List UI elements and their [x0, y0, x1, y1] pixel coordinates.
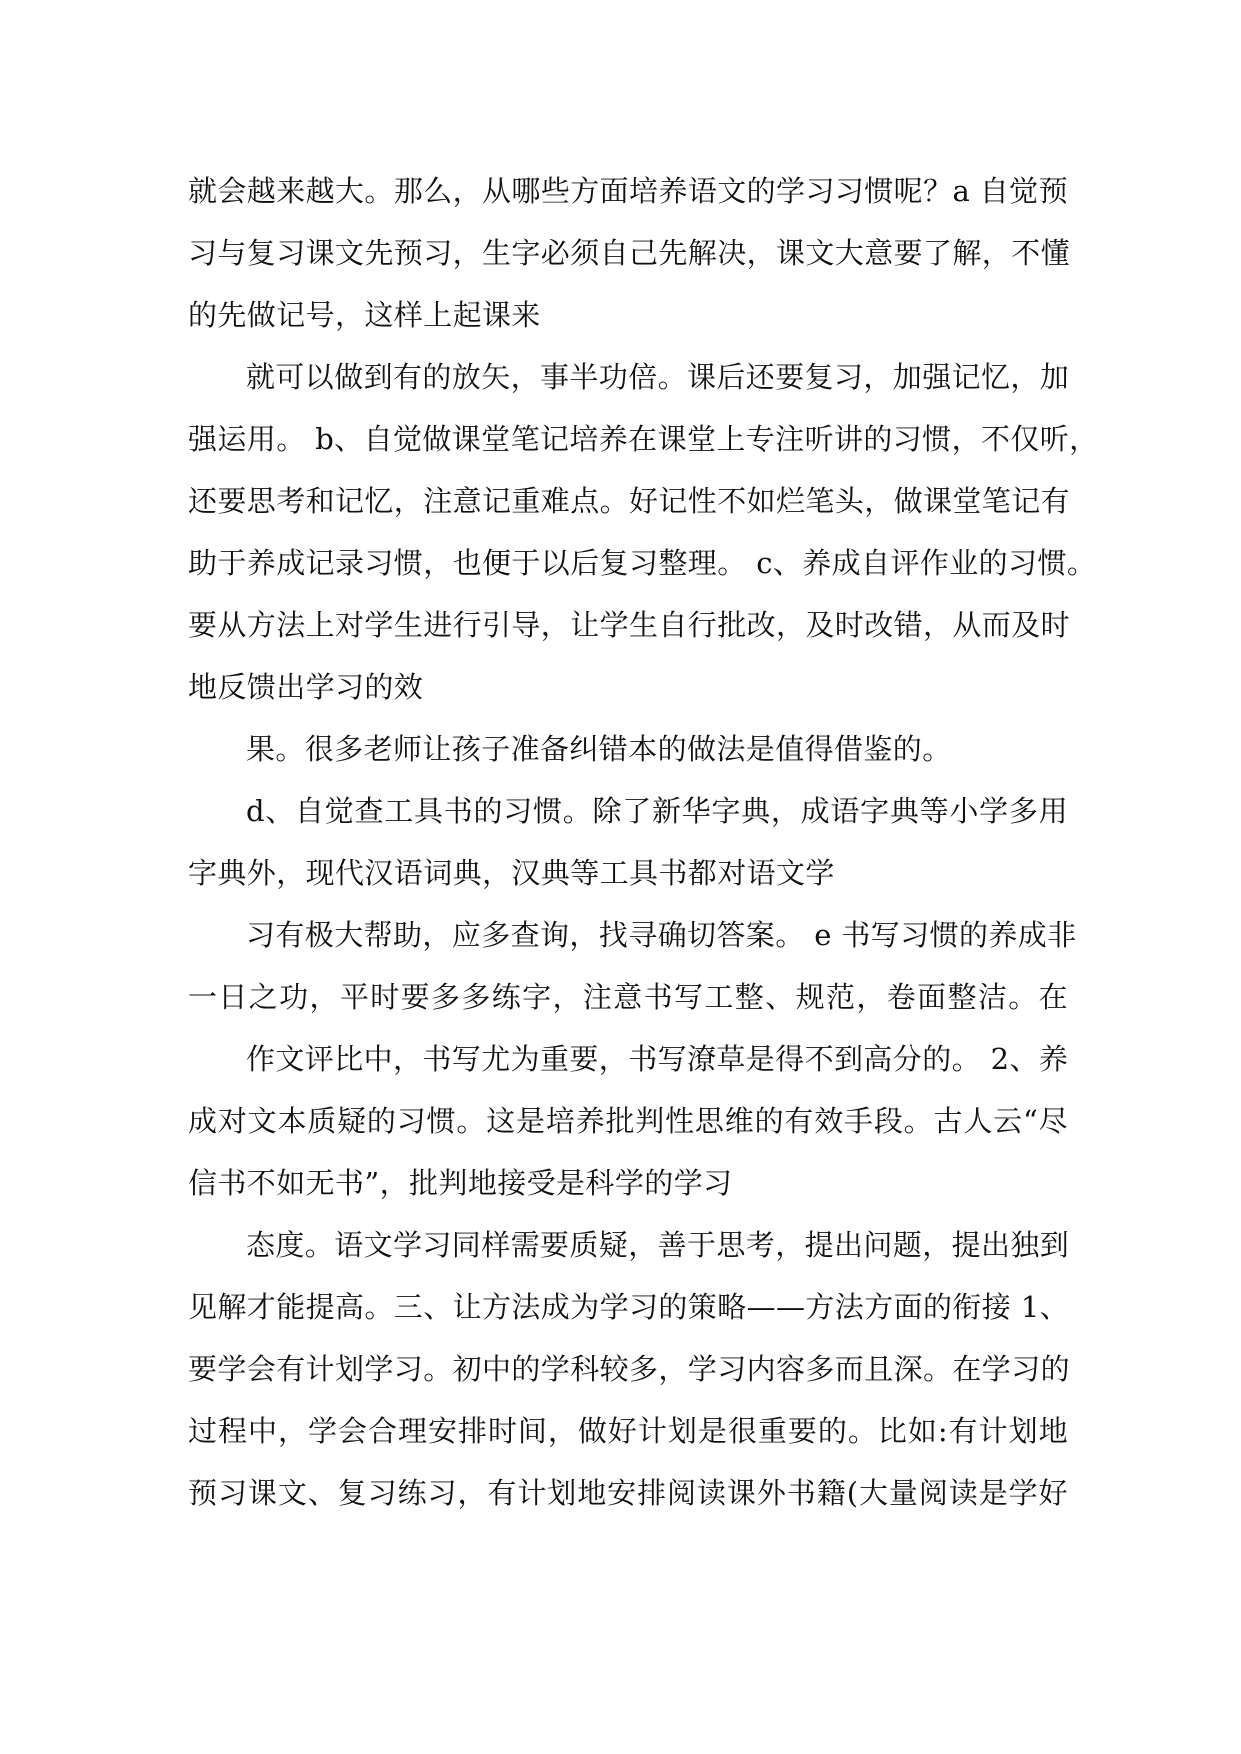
- text-line: 字典外，现代汉语词典，汉典等工具书都对语文学: [188, 856, 835, 890]
- text-line: 果。很多老师让孩子准备纠错本的做法是值得借鉴的。: [246, 732, 952, 766]
- text-line: 强运用。 b、自觉做课堂笔记培养在课堂上专注听讲的习惯，不仅听，: [188, 422, 1099, 456]
- text-line: 信书不如无书”，批判地接受是科学的学习: [188, 1166, 733, 1200]
- text-line: 作文评比中，书写尤为重要，书写潦草是得不到高分的。 2、养: [246, 1042, 1069, 1076]
- text-line: 成对文本质疑的习惯。这是培养批判性思维的有效手段。古人云“尽: [188, 1104, 1068, 1138]
- text-line: 地反馈出学习的效: [188, 670, 424, 704]
- text-line: 的先做记号，这样上起课来: [188, 298, 541, 332]
- text-line: d、自觉查工具书的习惯。除了新华字典，成语字典等小学多用: [246, 794, 1068, 828]
- text-line: 预习课文、复习练习，有计划地安排阅读课外书籍(大量阅读是学好: [188, 1476, 1068, 1510]
- text-line: 见解才能提高。三、让方法成为学习的策略——方法方面的衔接 1、: [188, 1290, 1070, 1324]
- text-line: 习与复习课文先预习，生字必须自己先解决，课文大意要了解，不懂: [188, 236, 1071, 270]
- text-line: 过程中，学会合理安排时间，做好计划是很重要的。比如:有计划地: [188, 1414, 1068, 1448]
- text-line: 还要思考和记忆，注意记重难点。好记性不如烂笔头，做课堂笔记有: [188, 484, 1071, 518]
- text-line: 要学会有计划学习。初中的学科较多，学习内容多而且深。在学习的: [188, 1352, 1071, 1386]
- text-line: 助于养成记录习惯，也便于以后复习整理。 c、养成自评作业的习惯。: [188, 546, 1097, 580]
- text-line: 一日之功，平时要多多练字，注意书写工整、规范，卷面整洁。在: [188, 980, 1068, 1014]
- text-line: 习有极大帮助，应多查询，找寻确切答案。 e 书写习惯的养成非: [246, 918, 1077, 952]
- text-line: 要从方法上对学生进行引导，让学生自行批改，及时改错，从而及时: [188, 608, 1071, 642]
- text-line: 态度。语文学习同样需要质疑，善于思考，提出问题，提出独到: [246, 1228, 1070, 1262]
- body-text: [188, 160, 1099, 1524]
- text-line: 就可以做到有的放矢，事半功倍。课后还要复习，加强记忆，加: [246, 360, 1070, 394]
- text-line: 就会越来越大。那么，从哪些方面培养语文的学习习惯呢？a 自觉预: [188, 174, 1068, 208]
